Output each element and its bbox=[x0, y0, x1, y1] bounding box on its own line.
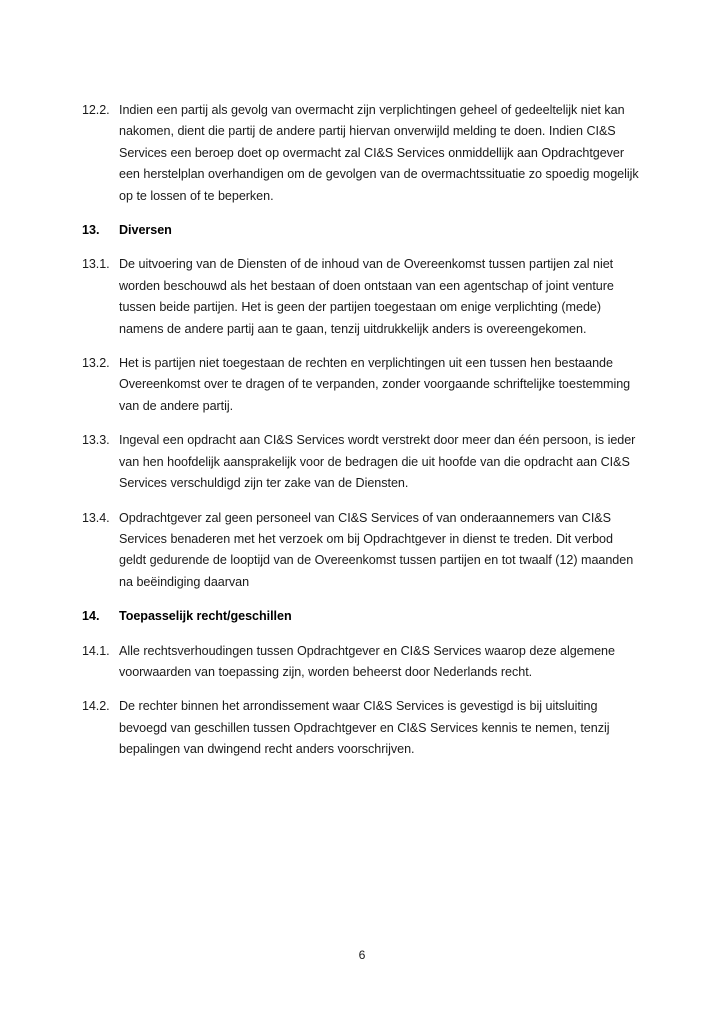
clause-number: 13.1. bbox=[82, 257, 110, 272]
clause-item bbox=[82, 508, 642, 594]
clause-number: 13.2. bbox=[82, 356, 110, 371]
clause-text: Ingeval een opdracht aan CI&S Services wordt verstrekt door meer dan één persoon, is ieder van hen hoofdelijk aansprakelijk voor de bedragen die uit hoofde van die opdracht aan CI&S Services verschuldigd zijn ter zake van de Diensten. bbox=[119, 433, 636, 491]
clause-item bbox=[82, 100, 642, 207]
clause-number: 13.3. bbox=[82, 433, 110, 448]
clause-text: De rechter binnen het arrondissement waar CI&S Services is gevestigd is bij uitsluiting bevoegd van geschillen tussen Opdrachtgever en CI&S Services kennis te nemen, tenzij bepalingen van dwingend recht anders voorschrijven. bbox=[119, 699, 610, 757]
section-heading-number: 13. bbox=[82, 223, 100, 238]
clause-item bbox=[82, 430, 642, 494]
section-heading bbox=[82, 220, 642, 241]
clause-text: De uitvoering van de Diensten of de inhoud van de Overeenkomst tussen partijen zal niet worden beschouwd als het bestaan of doen ontstaan van een agentschap of joint venture tussen beide partijen. Het is geen der partijen toegestaan om enige verplichting (mede) namens de andere partij aan te gaan, tenzij uitdrukkelijk anders is overeengekomen. bbox=[119, 257, 614, 336]
clause-text: Alle rechtsverhoudingen tussen Opdrachtgever en CI&S Services waarop deze algemene voorwaarden van toepassing zijn, worden beheerst door Nederlands recht. bbox=[119, 643, 615, 679]
clause-number: 14.2. bbox=[82, 699, 110, 714]
page-number: 6 bbox=[358, 948, 366, 962]
clause-item bbox=[82, 254, 642, 340]
document-body bbox=[82, 100, 642, 774]
section-heading bbox=[82, 606, 642, 627]
section-heading-number: 14. bbox=[82, 609, 100, 624]
clause-item bbox=[82, 641, 642, 684]
section-heading-title: Toepasselijk recht/geschillen bbox=[119, 609, 292, 624]
clause-number: 13.4. bbox=[82, 510, 110, 525]
clause-item bbox=[82, 353, 642, 417]
clause-number: 12.2. bbox=[82, 103, 110, 117]
section-heading-title: Diversen bbox=[119, 223, 172, 238]
clause-number: 14.1. bbox=[82, 643, 110, 658]
clause-text: Indien een partij als gevolg van overmacht zijn verplichtingen geheel of gedeeltelijk niet kan nakomen, dient die partij de andere partij hiervan onverwijld melding te doen. Indien CI&S Services een beroep doet op overmacht zal CI&S Services onmiddellijk aan Opdrachtgever een herstelplan overhandigen om de gevolgen van de overmachtssituatie zo spoedig mogelijk op te lossen of te beperken. bbox=[119, 103, 639, 203]
clause-item bbox=[82, 696, 642, 760]
clause-text: Opdrachtgever zal geen personeel van CI&S Services of van onderaannemers van CI&S Services benaderen met het verzoek om bij Opdrachtgever in dienst te treden. Dit verbod geldt gedurende de looptijd van de Overeenkomst tussen partijen en tot twaalf (12) maanden na beëindiging daarvan bbox=[119, 510, 634, 589]
clause-text: Het is partijen niet toegestaan de rechten en verplichtingen uit een tussen hen bestaande Overeenkomst over te dragen of te verpanden, zonder voorgaande schriftelijke toestemming van de andere partij. bbox=[119, 356, 631, 413]
